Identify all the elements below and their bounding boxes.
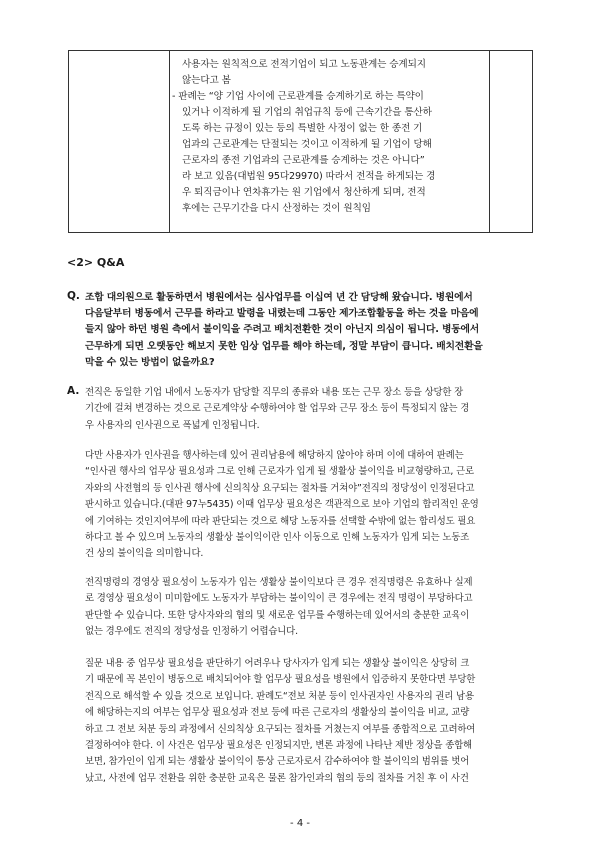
answer-line: 질문 내용 중 업무상 필요성을 판단하기 어려우나 당사자가 입게 되는 생활상 불이익은 상당히 크: [85, 658, 470, 669]
answer-paragraph: [85, 575, 537, 641]
answer-line: 에 해당하는지의 여부는 업무상 필요성과 전보 등에 따른 근로자의 생활상의 불이익을 비교, 교량: [85, 707, 470, 719]
answer-line: 건 상의 불이익을 의미합니다.: [85, 548, 204, 560]
question-line: 들지 않아 하던 병원 측에서 불이익을 주려고 배치전환한 것이 아닌지 의심이 됩니다. 병동에서: [85, 324, 480, 336]
table-line: 우 퇴직금이나 연차휴가는 원 기업에서 청산하게 되며, 전적: [182, 187, 426, 198]
table-content-cell: [172, 57, 490, 217]
continued-table: [68, 50, 533, 233]
table-line: 않는다고 봄: [182, 75, 231, 86]
table-line: 사용자는 원칙적으로 전적기업이 되고 노동관계는 승계되지: [182, 59, 426, 70]
answer-paragraph: [85, 448, 537, 563]
answer-line: 로 경영상 필요성이 미미함에도 노동자가 부담하는 불이익이 큰 경우에는 전직 명령이 부당하다고: [85, 593, 473, 605]
answer-paragraph: [85, 656, 537, 787]
answer-line: 자와의 사전협의 등 인사권 행사에 신의칙상 요구되는 절차를 거쳐야”전직의 정당성이 인정된다고: [85, 482, 475, 494]
table-line: 후에는 근무기간을 다시 산정하는 것이 원칙임: [182, 203, 371, 214]
answer-paragraph: [85, 385, 537, 434]
question-line: 근무하게 되면 오랫동안 해보지 못한 임상 업무를 해야 하는데, 정말 부담이 큽니다. 배치전환을: [85, 340, 483, 352]
section-heading: <2> Q&A: [67, 256, 125, 269]
table-line: 업과의 근로관계는 단절되는 것이고 이적하게 될 기업이 당해: [182, 139, 432, 150]
answer-line: 하고 그 전보 처분 등의 과정에서 신의칙상 요구되는 절차를 거쳤는지 여부를 종합적으로 고려하여: [85, 723, 476, 735]
table-left-cell: [69, 51, 170, 232]
answer-line: 에 기여하는 것인지여부에 따라 판단되는 것으로 해당 노동자를 선택할 수밖에 없는 합리성도 필요: [85, 515, 476, 527]
page-number: - 4 -: [290, 818, 310, 829]
table-line: 근로자의 종전 기업과의 근로관계를 승계하는 것은 아니다”: [182, 155, 425, 166]
answer-line: 기간에 걸쳐 변경하는 것으로 근로계약상 수행하여야 할 업무와 근무 장소 등이 특정되지 않는 경: [85, 403, 470, 415]
answer-line: 났고, 사전에 업무 전환을 위한 충분한 교육은 물론 참가인과의 협의 등의 절차를 거친 후 이 사건: [85, 772, 469, 784]
answer-line: 판시하고 있습니다.(대판 97누5435) 이때 업무상 필요성은 객관적으로 보아 기업의 합리적인 운영: [85, 499, 479, 511]
answer-line: 하다고 볼 수 있으며 노동자의 생활상 불이익이란 인사 이동으로 인해 노동자가 입게 되는 노동조: [85, 532, 470, 544]
answer-line: 우 사용자의 인사권으로 폭넓게 인정됩니다.: [85, 419, 260, 431]
question-line: 막을 수 있는 방법이 없을까요?: [85, 356, 215, 368]
answer-line: 판단할 수 있습니다. 또한 당사자와의 협의 및 새로운 업무를 수행하는데 있어서의 충분한 교육이: [85, 609, 470, 621]
answer-line: 전직은 동일한 기업 내에서 노동자가 담당할 직무의 종류와 내용 또는 근무 장소 등을 상당한 장: [85, 387, 464, 398]
table-line: 있거나 이적하게 될 기업의 취업규칙 등에 근속기간을 통산하: [182, 107, 432, 118]
question-label: Q.: [67, 290, 80, 302]
answer-line: 없는 경우에도 전직의 정당성을 인정하기 어렵습니다.: [85, 626, 298, 638]
question-text: [85, 290, 537, 371]
answer-line: “인사권 행사의 업무상 필요성과 그로 인해 근로자가 입게 될 생활상 불이익을 비교형량하고, 근로: [85, 466, 474, 478]
answer-label: A.: [67, 385, 80, 397]
table-line: - 판례는 “양 기업 사이에 근로관계를 승계하기로 하는 특약이: [172, 91, 424, 102]
table-right-cell: [489, 51, 532, 232]
table-line: 도록 하는 규정이 있는 등의 특별한 사정이 없는 한 종전 기: [182, 123, 423, 134]
answer-line: 전직명령의 경영상 필요성이 노동자가 입는 생활상 불이익보다 큰 경우 전직명령은 유효하나 실제: [85, 577, 473, 588]
question-line: 다음달부터 병동에서 근무를 하라고 발령을 내렸는데 그동안 제가조합활동을 하는 것을 마음에: [85, 308, 479, 320]
question-line: 조합 대의원으로 활동하면서 병원에서는 심사업무를 이십여 년 간 담당해 왔습니다. 병원에서: [85, 292, 473, 303]
answer-line: 기 때문에 꼭 본인이 병동으로 배치되어야 할 업무상 필요성을 병원에서 입증하지 못한다면 부당한: [85, 674, 476, 686]
answer-line: 보면, 참가인이 입게 되는 생활상 불이익이 통상 근로자로서 감수하여야 할 불이익의 범위를 벗어: [85, 756, 470, 768]
answer-line: 결정하여야 한다. 이 사건은 업무상 필요성은 인정되지만, 변론 과정에 나타난 제반 정상을 종합해: [85, 740, 472, 752]
table-line: 라 보고 있음(대법원 95다29970) 따라서 전적을 하게되는 경: [182, 171, 436, 182]
answer-line: 다만 사용자가 인사권을 행사하는데 있어 권리남용에 해당하지 않아야 하며 이에 대하여 판례는: [85, 450, 464, 461]
answer-line: 전직으로 해석할 수 있을 것으로 보입니다. 판례도“전보 처분 등이 인사권자인 사용자의 권리 남용: [85, 690, 474, 702]
